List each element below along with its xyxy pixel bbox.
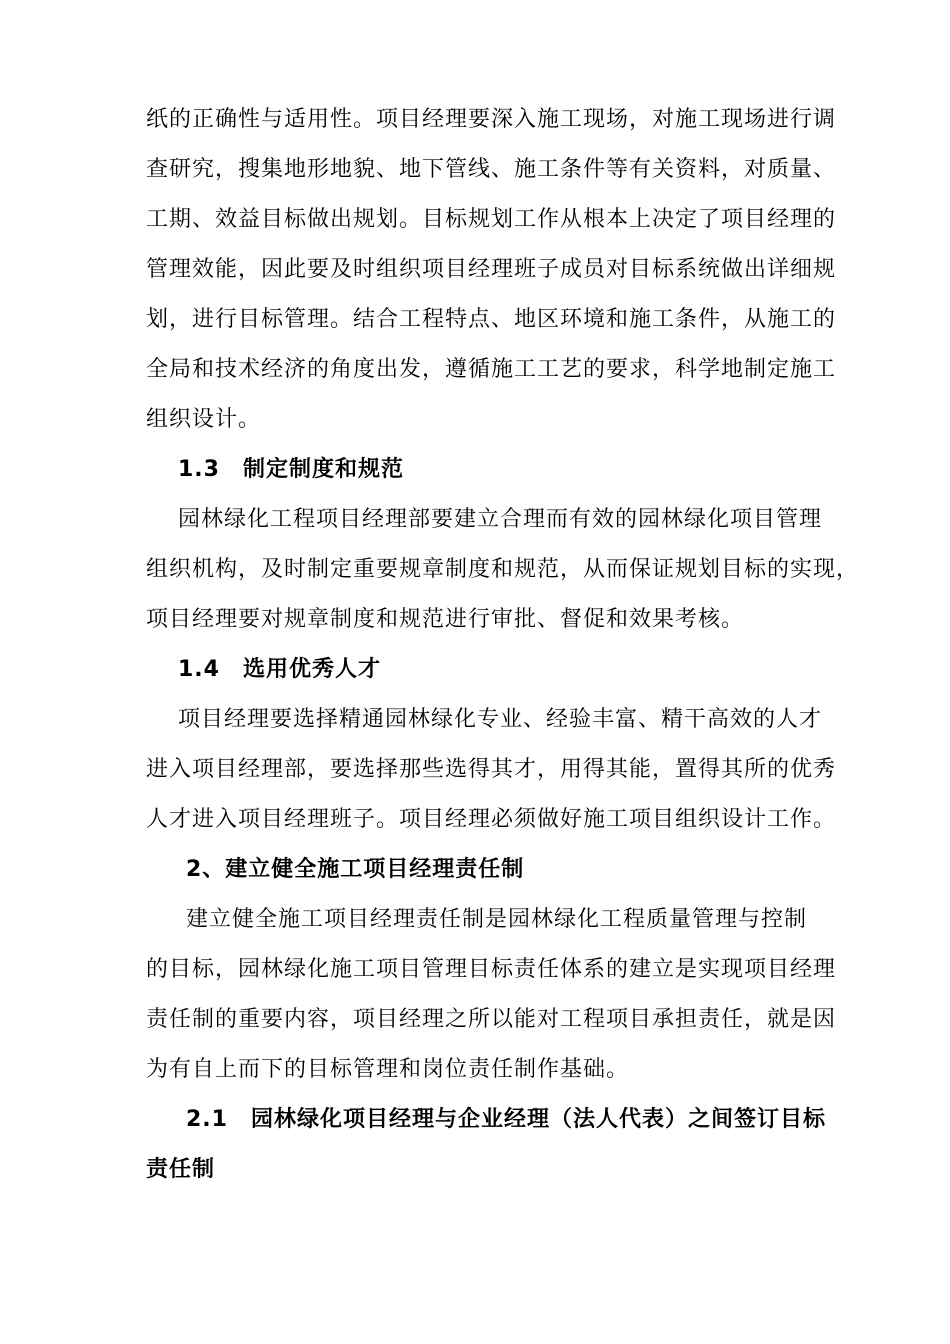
section-heading-2: 2、建立健全施工项目经理责任制 <box>186 857 525 882</box>
paragraph-line: 纸的正确性与适用性。项目经理要深入施工现场，对施工现场进行调 <box>146 107 837 132</box>
paragraph-line: 人才进入项目经理班子。项目经理必须做好施工项目组织设计工作。 <box>146 807 837 832</box>
paragraph-line: 项目经理要对规章制度和规范进行审批、督促和效果考核。 <box>146 607 745 632</box>
paragraph-line: 工期、效益目标做出规划。目标规划工作从根本上决定了项目经理的 <box>146 207 837 232</box>
paragraph-line: 建立健全施工项目经理责任制是园林绿化工程质量管理与控制 <box>186 907 808 932</box>
paragraph-line: 划，进行目标管理。结合工程特点、地区环境和施工条件，从施工的 <box>146 307 837 332</box>
section-heading-1-4: 1.4 选用优秀人才 <box>178 657 381 682</box>
paragraph-line: 为有自上而下的目标管理和岗位责任制作基础。 <box>146 1057 630 1082</box>
paragraph-line: 组织设计。 <box>146 407 262 432</box>
paragraph-line: 管理效能，因此要及时组织项目经理班子成员对目标系统做出详细规 <box>146 257 837 282</box>
paragraph-line: 进入项目经理部，要选择那些选得其才，用得其能，置得其所的优秀 <box>146 757 837 782</box>
paragraph-line: 项目经理要选择精通园林绿化专业、经验丰富、精干高效的人才 <box>178 707 823 732</box>
paragraph-line: 园林绿化工程项目经理部要建立合理而有效的园林绿化项目管理 <box>178 507 823 532</box>
paragraph-line: 查研究，搜集地形地貌、地下管线、施工条件等有关资料，对质量、 <box>146 157 837 182</box>
paragraph-line: 组织机构，及时制定重要规章制度和规范，从而保证规划目标的实现， <box>146 557 860 582</box>
section-heading-2-1-continued: 责任制 <box>146 1157 216 1182</box>
paragraph-line: 全局和技术经济的角度出发，遵循施工工艺的要求，科学地制定施工 <box>146 357 837 382</box>
section-heading-2-1: 2.1 园林绿化项目经理与企业经理（法人代表）之间签订目标 <box>186 1107 826 1132</box>
paragraph-line: 责任制的重要内容，项目经理之所以能对工程项目承担责任，就是因 <box>146 1007 837 1032</box>
section-heading-1-3: 1.3 制定制度和规范 <box>178 457 404 482</box>
paragraph-line: 的目标，园林绿化施工项目管理目标责任体系的建立是实现项目经理 <box>146 957 837 982</box>
